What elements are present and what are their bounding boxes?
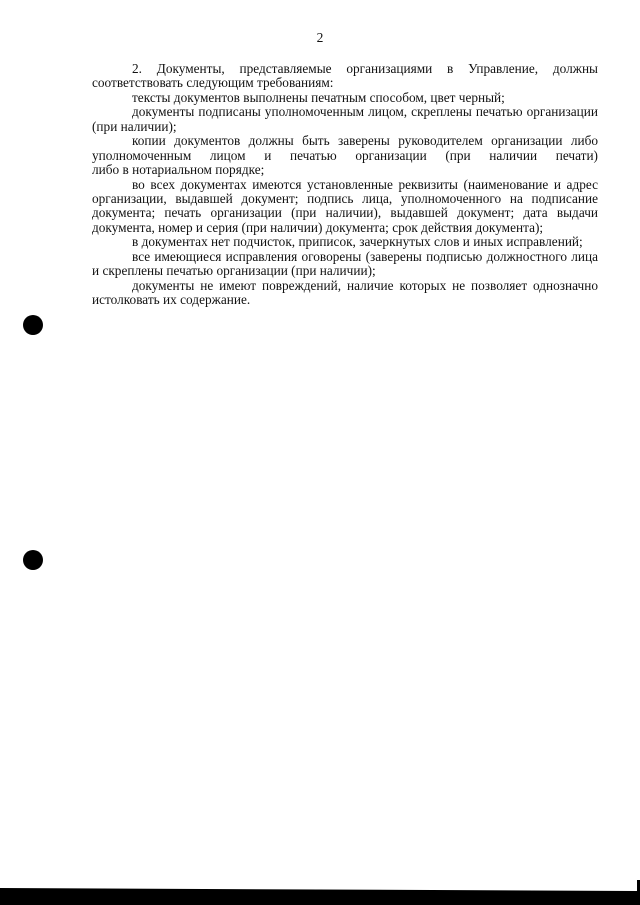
text-line: документы не имеют повреждений, наличие которых не позволяет однозначно [132,277,598,293]
scan-edge-bar [0,886,640,905]
text-line: документа, номер и серия (при наличии) документа; срок действия документа); [92,219,544,235]
paragraph [92,235,598,249]
text-line: (при наличии); [92,118,177,134]
paragraph [92,250,598,279]
text-line: уполномоченным лицом и печатью организации (при наличии печати) [92,147,598,163]
text-line: копии документов должны быть заверены руководителем организации либо [132,133,598,149]
text-line: и скреплены печатью организации (при наличии); [92,263,376,279]
paragraph [92,279,598,308]
punch-hole-mark [23,315,43,335]
text-line: либо в нотариальном порядке; [92,162,265,178]
document-body [92,62,598,307]
paragraph [92,105,598,134]
page-number: 2 [316,30,324,45]
text-line: документы подписаны уполномоченным лицом, скреплены печатью организации [132,104,598,120]
text-line: в документах нет подчисток, приписок, зачеркнутых слов и иных исправлений; [132,234,583,250]
text-line: все имеющиеся исправления оговорены (заверены подписью должностного лица [132,248,598,264]
paragraph [92,91,598,105]
text-line: организации, выдавшей документ; подпись лица, уполномоченного на подписание [92,190,598,206]
punch-hole-mark [23,550,43,570]
text-line: во всех документах имеются установленные реквизиты (наименование и адрес [132,176,598,192]
text-line: 2. Документы, представляемые организациями в Управление, должны [132,61,598,76]
text-line: документа; печать организации (при наличии), выдавшей документ; дата выдачи [92,205,598,221]
text-line: соответствовать следующим требованиям: [92,75,334,91]
paragraph [92,134,598,177]
paragraph [92,62,598,91]
text-line: тексты документов выполнены печатным способом, цвет черный; [132,89,505,105]
paragraph [92,178,598,236]
text-line: истолковать их содержание. [92,292,251,307]
